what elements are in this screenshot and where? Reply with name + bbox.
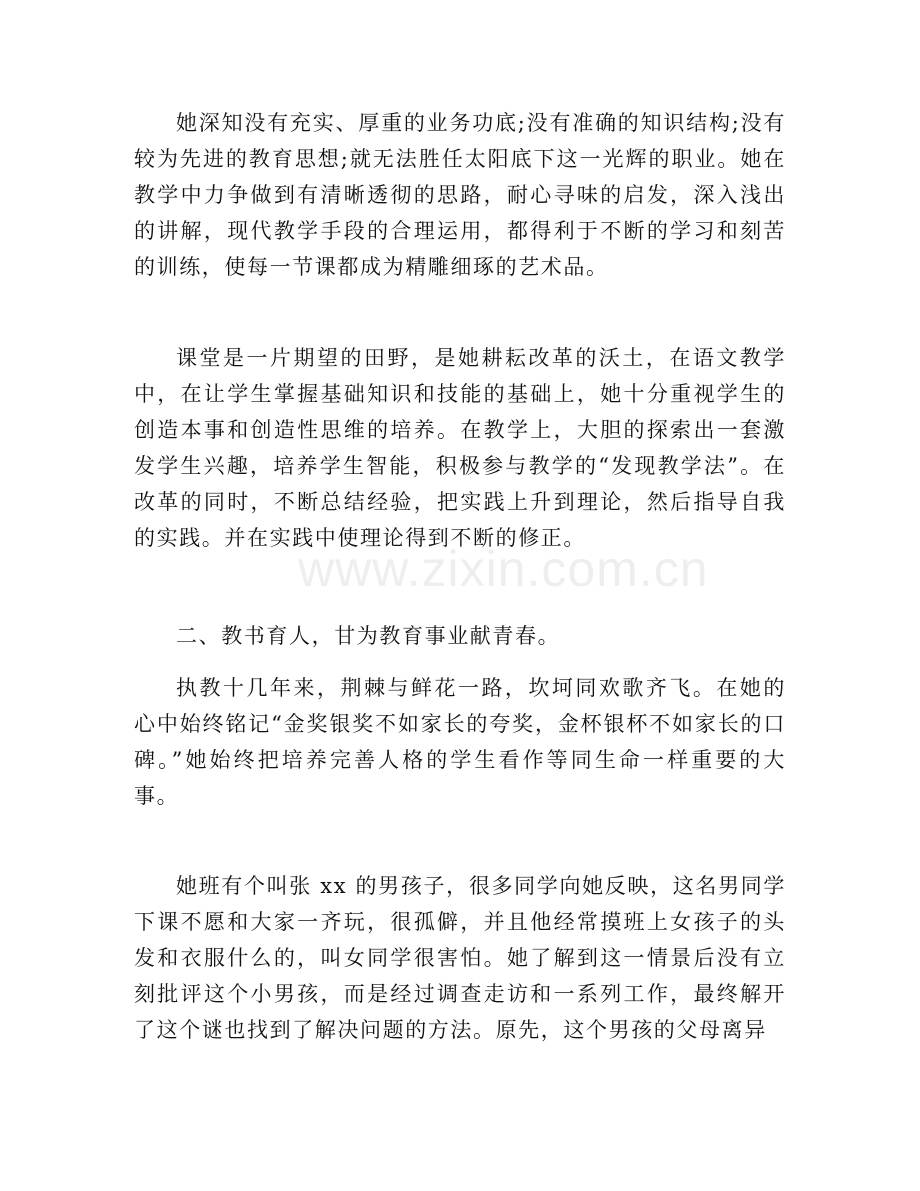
section-heading: 二、教书育人，甘为教育事业献青春。 bbox=[176, 624, 561, 648]
paragraph-1: 她深知没有充实、厚重的业务功底;没有准确的知识结构;没有较为先进的教育思想;就无法胜任太阳底下这一光辉的职业。她在教学中力争做到有清晰透彻的思路，耐心寻味的启发，深入浅出的讲解，现代教学手段的合理运用，都得利于不断的学习和刻苦的训练，使每一节课都成为精雕细琢的艺术品。 bbox=[134, 111, 786, 279]
paragraph-3: 执教十几年来，荆棘与鲜花一路，坎坷同欢歌齐飞。在她的心中始终铭记“金奖银奖不如家长的夸奖，金杯银杯不如家长的口碑。”她始终把培养完善人格的学生看作等同生命一样重要的大事。 bbox=[134, 676, 786, 808]
watermark: www.zixin.com.cn bbox=[298, 541, 709, 597]
paragraph-4: 她班有个叫张 xx 的男孩子，很多同学向她反映，这名男同学下课不愿和大家一齐玩，很孤僻，并且他经常摸班上女孩子的头发和衣服什么的，叫女同学很害怕。她了解到这一情景后没有立刻批评这个小男孩，而是经过调查走访和一系列工作，最终解开了这个谜也找到了解决问题的方法。原先，这个男孩的父母离异 bbox=[134, 874, 786, 1042]
paragraph-2: 课堂是一片期望的田野，是她耕耘改革的沃土，在语文教学中，在让学生掌握基础知识和技能的基础上，她十分重视学生的创造本事和创造性思维的培养。在教学上，大胆的探索出一套激发学生兴趣，培养学生智能，积极参与教学的“发现教学法”。在改革的同时，不断总结经验，把实践上升到理论，然后指导自我的实践。并在实践中使理论得到不断的修正。 bbox=[134, 346, 786, 550]
